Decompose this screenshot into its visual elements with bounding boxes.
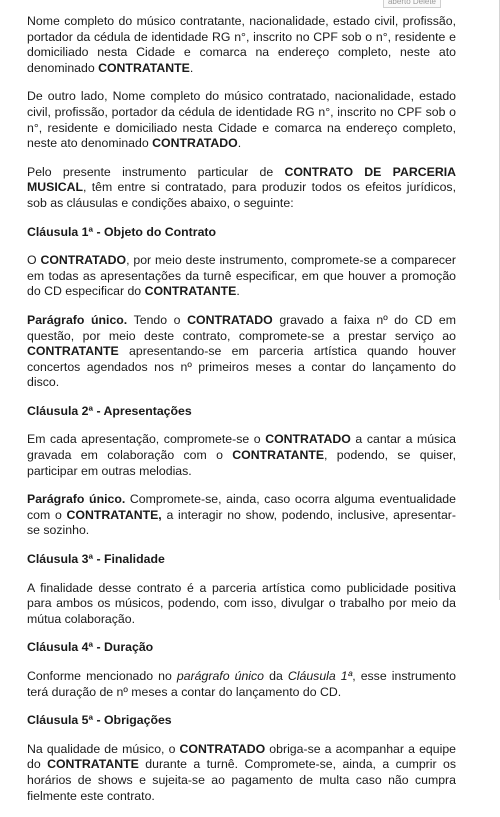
party-contratante-paragraph: Nome completo do músico contratante, nacionalidade, estado civil, profissão, portador da cédula de identidade RG n°, inscrito no CPF sob o n°, residente e domiciliado nesta Cidade e comarca na endereço completo, neste ato denominado CONTRATANTE.	[27, 14, 456, 75]
clause-1-text: O CONTRATADO, por meio deste instrumento, compromete-se a comparecer em todas as apresentações da turnê especificar, em que houver a promoção do CD especificar do CONTRATANTE.	[27, 253, 456, 299]
clause-4-text: Conforme mencionado no parágrafo único da Cláusula 1ª, esse instrumento terá duração de nº meses a contar do lançamento do CD.	[27, 669, 456, 699]
clause-4-title: Cláusula 4ª - Duração	[27, 640, 154, 655]
header-tag: aberto Delete	[383, 0, 441, 8]
clause-5-text: Na qualidade de músico, o CONTRATADO obriga-se a acompanhar a equipe do CONTRATANTE durante a turnê. Compromete-se, ainda, a cumprir os horários de shows e sujeita-se ao pagamento de multa caso não cumpra fielmente este contrato.	[27, 741, 456, 803]
clause-2-sole-paragraph: Parágrafo único. Compromete-se, ainda, caso ocorra alguma eventualidade com o CONTRATANTE, a interagir no show, podendo, inclusive, apresentar-se sozinho.	[27, 492, 456, 538]
intro-paragraph: Pelo presente instrumento particular de CONTRATO DE PARCERIA MUSICAL, têm entre si contratado, para produzir todos os efeitos jurídicos, sob as cláusulas e condições abaixo, o seguinte:	[27, 164, 456, 210]
contract-body	[27, 14, 456, 817]
role-contratado: CONTRATADO	[152, 136, 238, 151]
contract-name: CONTRATO DE PARCERIA MUSICAL	[27, 164, 456, 195]
clause-1-title: Cláusula 1ª - Objeto do Contrato	[27, 224, 217, 239]
clause-1-sole-paragraph: Parágrafo único. Tendo o CONTRATADO gravado a faixa nº do CD em questão, por meio deste contrato, compromete-se a prestar serviço ao CONTRATANTE apresentando-se em parceria artística quando houver concertos agendados nos nº primeiros meses a contar do lançamento do disco.	[27, 312, 457, 390]
role-contratante: CONTRATANTE	[98, 60, 190, 75]
party-contratado-paragraph: De outro lado, Nome completo do músico contratado, nacionalidade, estado civil, profissão, portador da cédula de identidade RG n°, inscrito no CPF sob o n°, residente e domiciliado nesta Cidade e comarca na endereço completo, neste ato denominado CONTRATADO.	[27, 89, 456, 151]
clause-3-text: A finalidade desse contrato é a parceria artística como publicidade positiva para ambos os músicos, podendo, com isso, divulgar o trabalho por meio da mútua colaboração.	[27, 580, 456, 626]
clause-2-text: Em cada apresentação, compromete-se o CONTRATADO a cantar a música gravada em colaboração com o CONTRATANTE, podendo, se quiser, participar em outras melodias.	[27, 432, 456, 478]
clause-2-title: Cláusula 2ª - Apresentações	[27, 403, 192, 418]
clause-5-title: Cláusula 5ª - Obrigações	[27, 713, 172, 728]
clause-3-title: Cláusula 3ª - Finalidade	[27, 552, 165, 567]
